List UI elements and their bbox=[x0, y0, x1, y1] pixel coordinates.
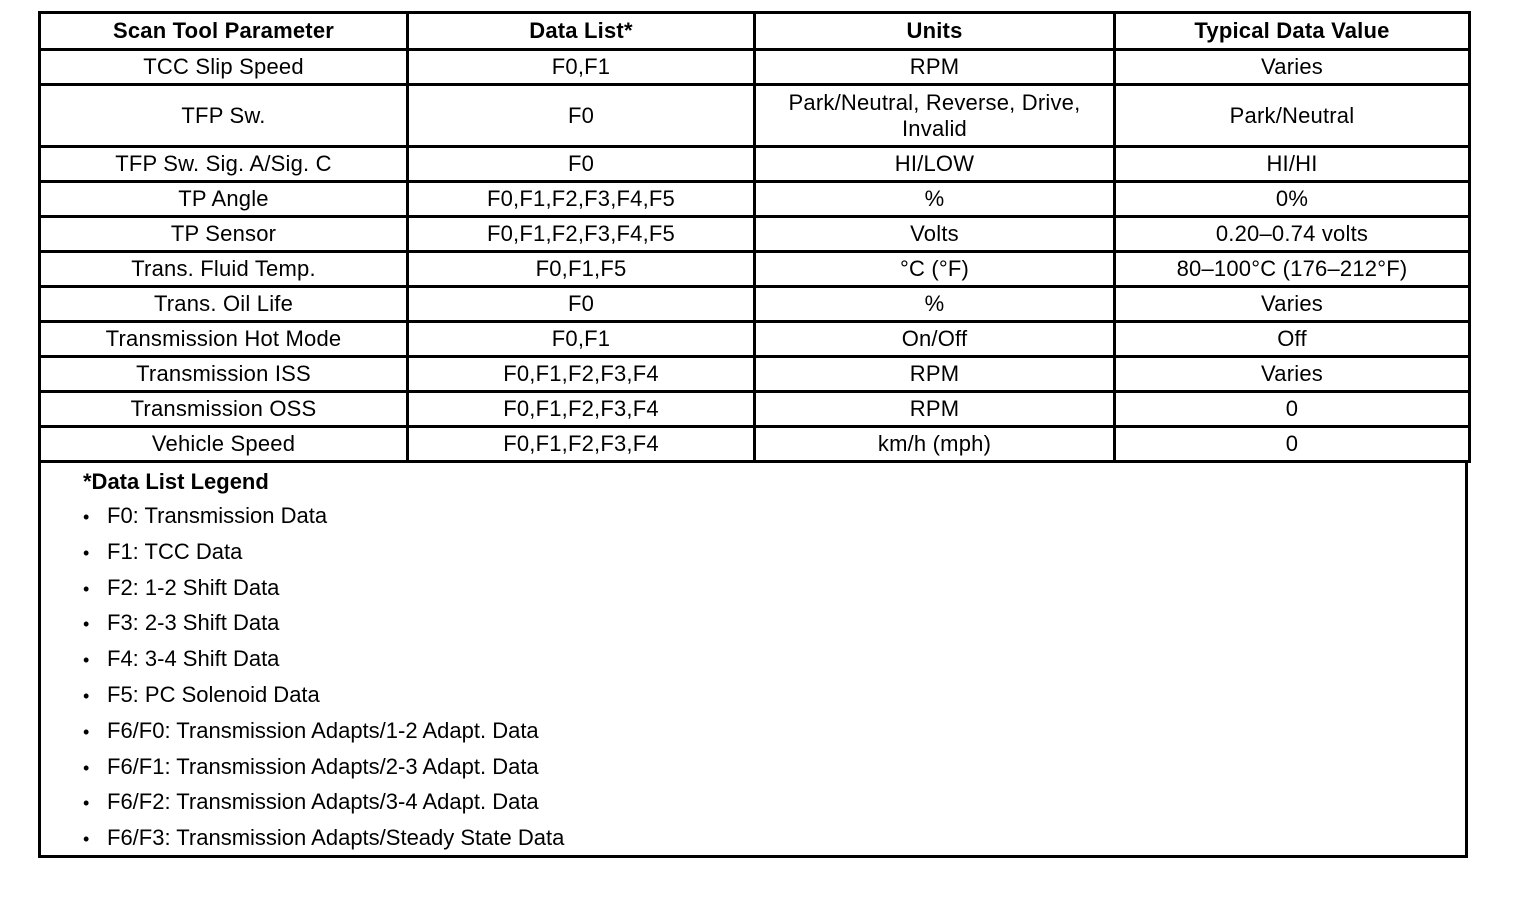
cell-typical-value: Varies bbox=[1115, 50, 1470, 85]
cell-typical-value: Varies bbox=[1115, 357, 1470, 392]
bullet-icon: • bbox=[83, 507, 90, 527]
cell-parameter: TP Sensor bbox=[40, 217, 408, 252]
cell-typical-value: Varies bbox=[1115, 287, 1470, 322]
cell-parameter: TCC Slip Speed bbox=[40, 50, 408, 85]
cell-data-list: F0,F1,F5 bbox=[408, 252, 755, 287]
legend-item bbox=[83, 575, 564, 611]
legend-item bbox=[83, 503, 564, 539]
legend-item-text: F6/F2: Transmission Adapts/3-4 Adapt. Data bbox=[107, 789, 539, 815]
legend-item-text: F1: TCC Data bbox=[107, 538, 243, 564]
cell-data-list: F0,F1,F2,F3,F4,F5 bbox=[408, 182, 755, 217]
cell-data-list: F0 bbox=[408, 287, 755, 322]
cell-data-list: F0,F1,F2,F3,F4,F5 bbox=[408, 217, 755, 252]
cell-parameter: Vehicle Speed bbox=[40, 427, 408, 462]
cell-units: RPM bbox=[755, 357, 1115, 392]
bullet-icon: • bbox=[83, 650, 90, 671]
table-row bbox=[40, 357, 1470, 392]
table-row bbox=[40, 50, 1470, 85]
cell-parameter: Trans. Fluid Temp. bbox=[40, 252, 408, 287]
legend-item-text: F6/F0: Transmission Adapts/1-2 Adapt. Data bbox=[107, 717, 539, 743]
bullet-icon: • bbox=[83, 721, 90, 742]
table-row bbox=[40, 392, 1470, 427]
column-header-parameter: Scan Tool Parameter bbox=[40, 13, 408, 50]
cell-parameter: Trans. Oil Life bbox=[40, 287, 408, 322]
cell-data-list: F0,F1,F2,F3,F4 bbox=[408, 427, 755, 462]
bullet-icon: • bbox=[83, 793, 90, 814]
cell-units: °C (°F) bbox=[755, 252, 1115, 287]
cell-parameter: TP Angle bbox=[40, 182, 408, 217]
cell-units: On/Off bbox=[755, 322, 1115, 357]
table-row bbox=[40, 322, 1470, 357]
table-header-row bbox=[40, 13, 1470, 50]
cell-data-list: F0,F1 bbox=[408, 322, 755, 357]
legend-item-text: F2: 1-2 Shift Data bbox=[107, 574, 280, 600]
cell-typical-value: 80–100°C (176–212°F) bbox=[1115, 252, 1470, 287]
table-row bbox=[40, 427, 1470, 462]
cell-typical-value: Off bbox=[1115, 322, 1470, 357]
bullet-icon: • bbox=[83, 757, 90, 778]
legend-item bbox=[83, 718, 564, 754]
cell-data-list: F0,F1,F2,F3,F4 bbox=[408, 392, 755, 427]
column-header-data-list: Data List* bbox=[408, 13, 755, 50]
cell-units: Volts bbox=[755, 217, 1115, 252]
cell-parameter: Transmission OSS bbox=[40, 392, 408, 427]
legend-item bbox=[83, 539, 564, 575]
legend-item bbox=[83, 789, 564, 825]
bullet-icon: • bbox=[83, 614, 90, 635]
cell-parameter: TFP Sw. bbox=[40, 85, 408, 147]
cell-typical-value: 0 bbox=[1115, 392, 1470, 427]
legend-item bbox=[83, 610, 564, 646]
legend-list bbox=[83, 503, 564, 861]
bullet-icon: • bbox=[83, 685, 90, 706]
cell-data-list: F0,F1,F2,F3,F4 bbox=[408, 357, 755, 392]
cell-units: km/h (mph) bbox=[755, 427, 1115, 462]
cell-units: % bbox=[755, 287, 1115, 322]
cell-typical-value: 0 bbox=[1115, 427, 1470, 462]
legend-title: *Data List Legend bbox=[83, 469, 269, 494]
cell-data-list: F0 bbox=[408, 147, 755, 182]
column-header-typical-value: Typical Data Value bbox=[1115, 13, 1470, 50]
table-row bbox=[40, 182, 1470, 217]
scan-tool-data-table bbox=[38, 11, 1471, 463]
bullet-icon: • bbox=[83, 578, 90, 599]
cell-units: RPM bbox=[755, 392, 1115, 427]
data-list-legend bbox=[38, 463, 1468, 858]
legend-item bbox=[83, 825, 564, 861]
table-row bbox=[40, 287, 1470, 322]
table-row bbox=[40, 147, 1470, 182]
cell-units: RPM bbox=[755, 50, 1115, 85]
legend-item bbox=[83, 646, 564, 682]
table-row bbox=[40, 217, 1470, 252]
scan-tool-data-table-container bbox=[38, 11, 1468, 858]
cell-units: HI/LOW bbox=[755, 147, 1115, 182]
cell-typical-value: 0% bbox=[1115, 182, 1470, 217]
cell-units: % bbox=[755, 182, 1115, 217]
table-row bbox=[40, 85, 1470, 147]
legend-item bbox=[83, 682, 564, 718]
cell-typical-value: HI/HI bbox=[1115, 147, 1470, 182]
legend-item-text: F4: 3-4 Shift Data bbox=[107, 646, 280, 672]
cell-data-list: F0 bbox=[408, 85, 755, 147]
bullet-icon: • bbox=[83, 829, 90, 850]
cell-typical-value: Park/Neutral bbox=[1115, 85, 1470, 147]
legend-item-text: F5: PC Solenoid Data bbox=[107, 681, 320, 707]
column-header-units: Units bbox=[755, 13, 1115, 50]
table-row bbox=[40, 252, 1470, 287]
legend-item-text: F3: 2-3 Shift Data bbox=[107, 610, 280, 636]
bullet-icon: • bbox=[83, 542, 90, 563]
cell-parameter: Transmission Hot Mode bbox=[40, 322, 408, 357]
legend-item-text: F6/F1: Transmission Adapts/2-3 Adapt. Data bbox=[107, 753, 539, 779]
cell-units: Park/Neutral, Reverse, Drive, Invalid bbox=[755, 85, 1115, 147]
legend-item-text: F6/F3: Transmission Adapts/Steady State Data bbox=[107, 825, 565, 851]
cell-data-list: F0,F1 bbox=[408, 50, 755, 85]
legend-item bbox=[83, 754, 564, 790]
cell-parameter: TFP Sw. Sig. A/Sig. C bbox=[40, 147, 408, 182]
cell-typical-value: 0.20–0.74 volts bbox=[1115, 217, 1470, 252]
cell-parameter: Transmission ISS bbox=[40, 357, 408, 392]
legend-item-text: F0: Transmission Data bbox=[107, 503, 328, 528]
